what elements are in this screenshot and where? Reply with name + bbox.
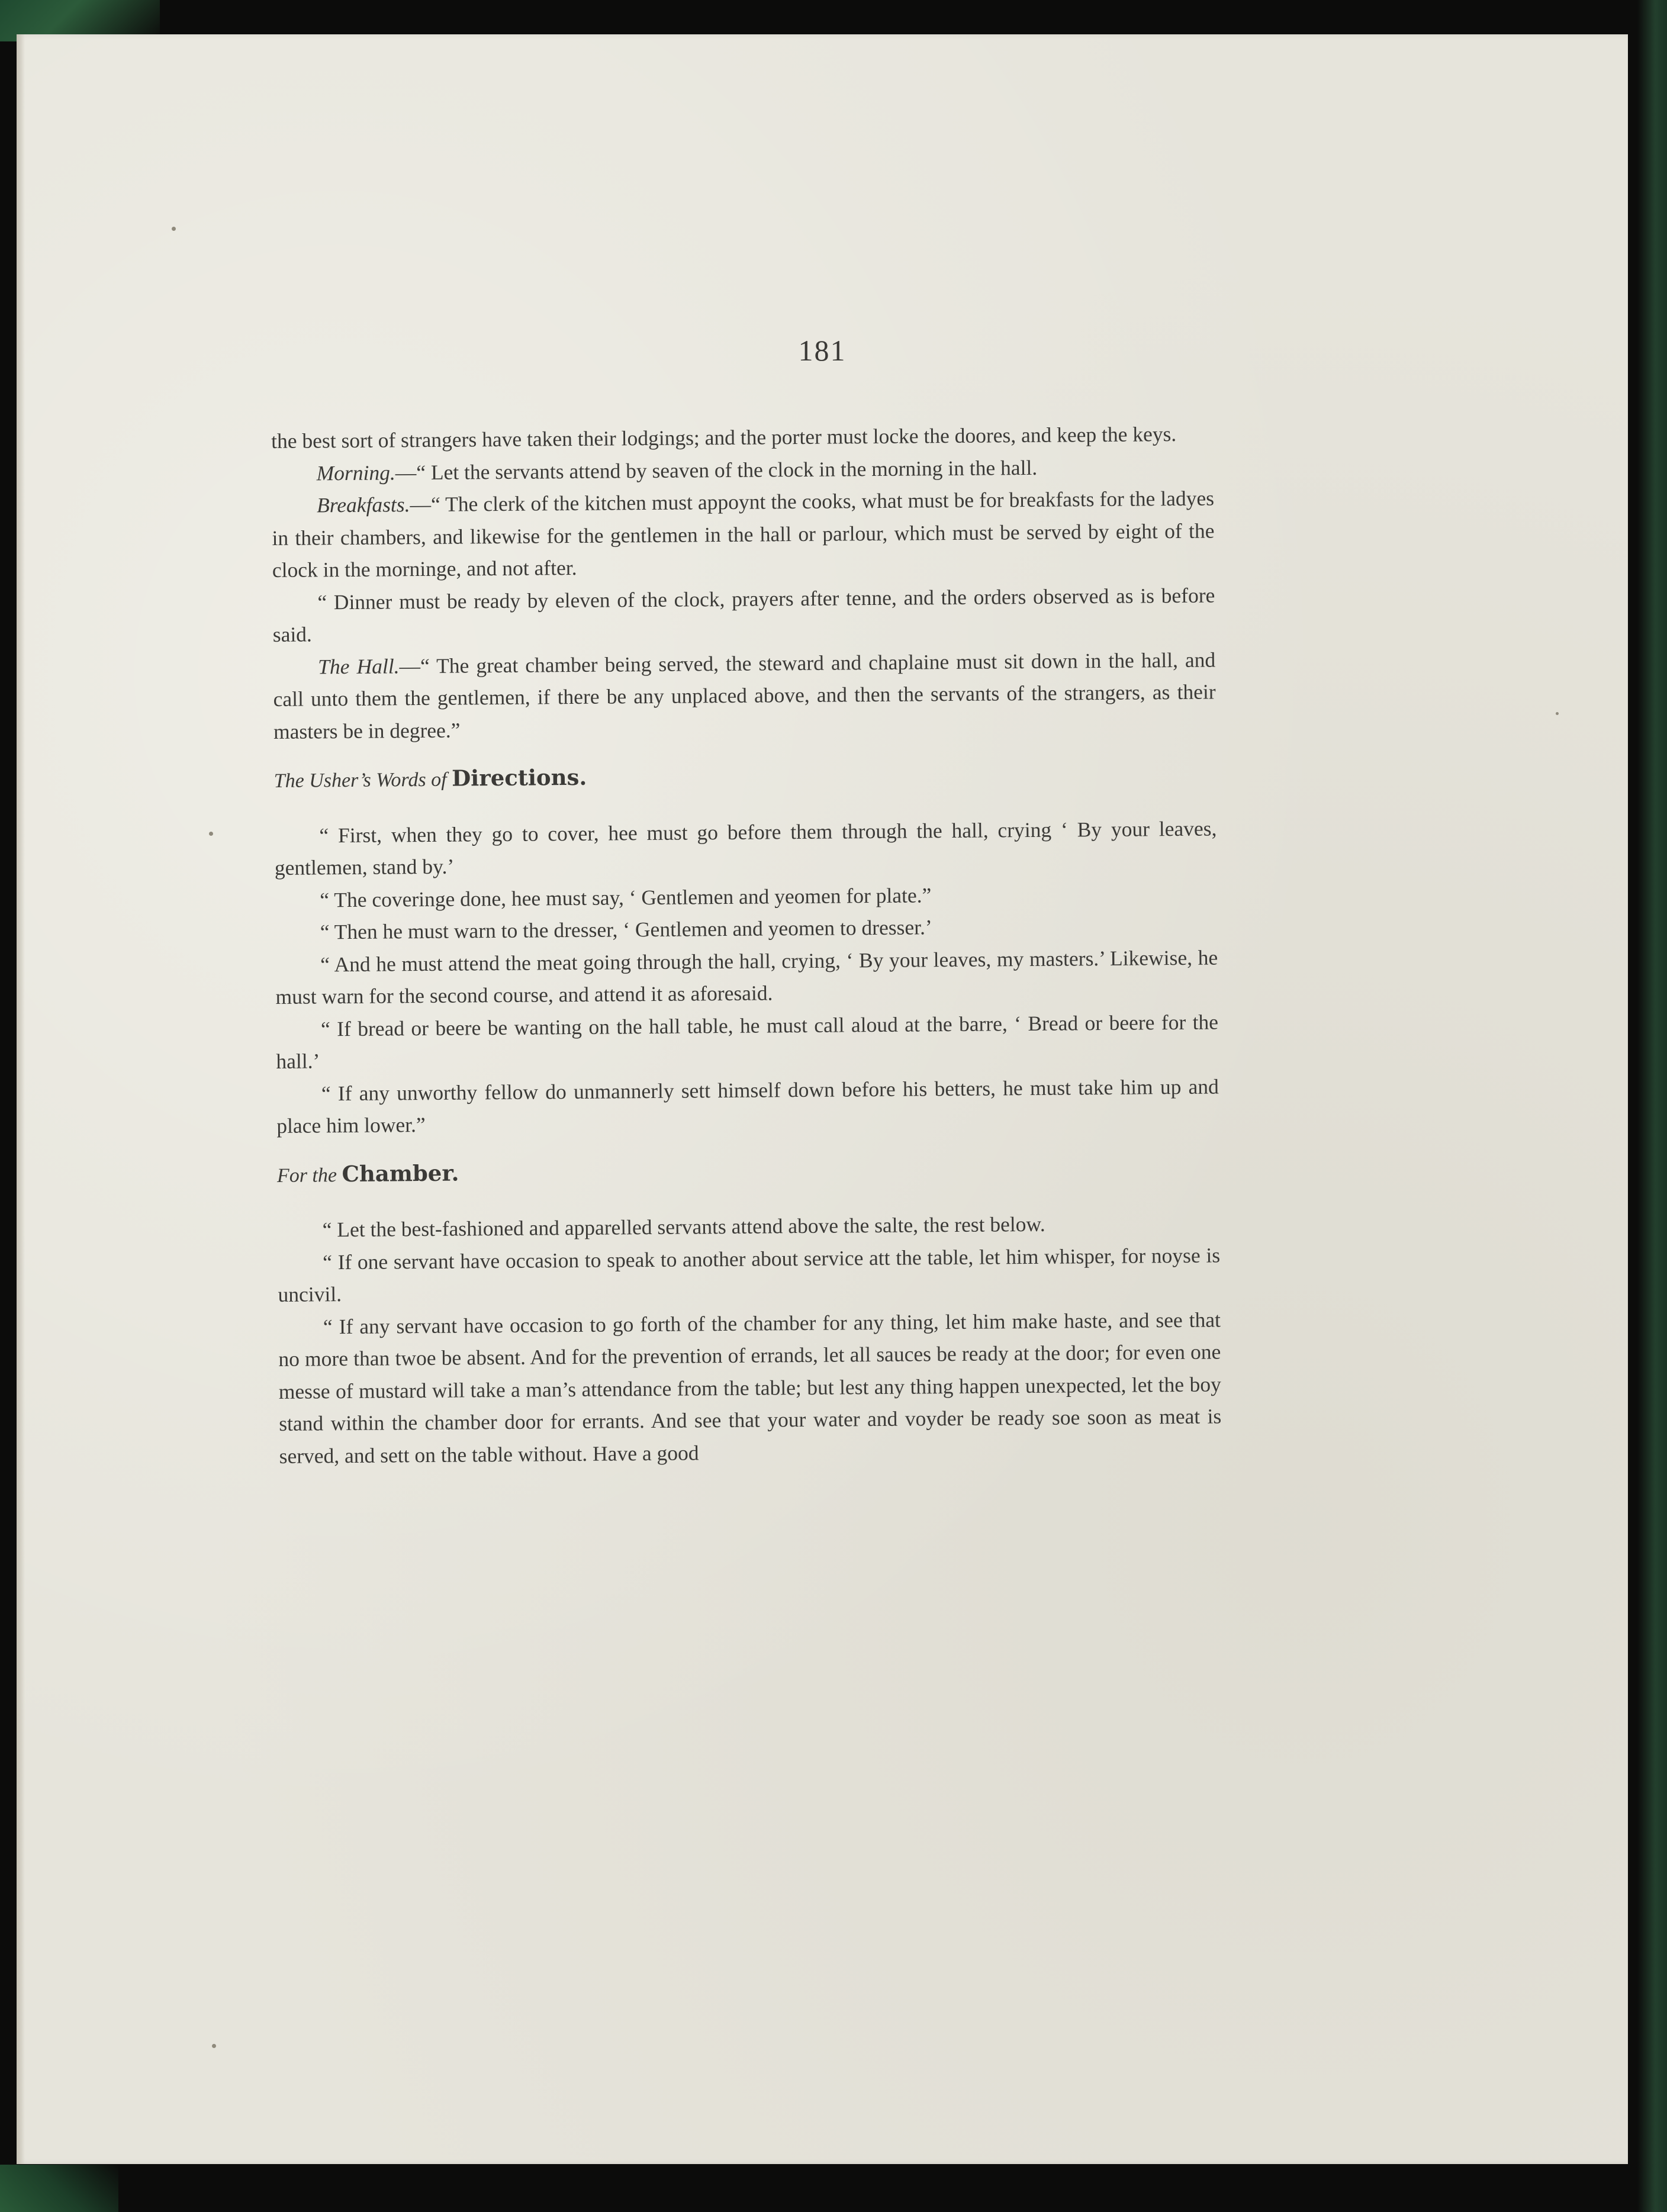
paper-speck: [172, 227, 176, 231]
paper-leaf: [17, 34, 1628, 2164]
body-text: [271, 417, 1222, 1472]
paragraph: “ First, when they go to cover, hee must go before them through the hall, crying ‘ By your leaves, gentlemen, stand by.’: [274, 816, 1217, 880]
paper-speck: [1556, 712, 1559, 715]
paragraph: “ If bread or beere be wanting on the hall table, he must call aloud at the barre, ‘ Bread or beere for the hall.’: [276, 1009, 1219, 1073]
paragraph: “ If one servant have occasion to speak to another about service att the table, let him whisper, for noyse is uncivil.: [278, 1242, 1221, 1306]
section-heading-chamber: For the Chamber.: [276, 1160, 459, 1187]
binding-edge-bottom: [0, 2165, 118, 2212]
cover-edge-right: [1637, 0, 1667, 2212]
paragraph: “ The coveringe done, hee must say, ‘ Gentlemen and yeomen for plate.”: [320, 883, 932, 912]
paragraph: “ Then he must warn to the dresser, ‘ Gentlemen and yeomen to dresser.’: [320, 915, 932, 944]
section-heading-usher: The Usher’s Words of Directions.: [273, 764, 587, 792]
paragraph: “ If any unworthy fellow do unmannerly sett himself down before his betters, he must take him up and place him lower.”: [276, 1074, 1219, 1138]
paragraph: The Hall.—“ The great chamber being served, the steward and chaplaine must sit down in the hall, and call unto them the gentlemen, if there be any unplaced above, and then the servants of the strangers, as their masters be in degree.”: [273, 647, 1216, 743]
paragraph: “ Dinner must be ready by eleven of the clock, prayers after tenne, and the orders observed as is before said.: [272, 582, 1215, 646]
paper-speck: [209, 832, 213, 836]
page-number: 181: [798, 334, 847, 367]
paragraph: “ If any servant have occasion to go forth of the chamber for any thing, let him make haste, and see that no more than twoe be absent. And for the prevention of errands, let all sauces be ready at the door; for even one messe of mustard will take a man’s attendance from the table; but lest any thing happen unexpected, let the boy stand within the chamber door for errants. And see that your water and voyder be ready soe soon as meat is served, and sett on the table without. Have a good: [278, 1307, 1222, 1468]
paragraph: “ Let the best-fashioned and apparelled servants attend above the salte, the rest below.: [322, 1212, 1045, 1242]
paper-speck: [212, 2044, 216, 2048]
paragraph: Breakfasts.—“ The clerk of the kitchen must appoynt the cooks, what must be for breakfasts for the ladyes in their chambers, and likewise for the gentlemen in the hall or parlour, which must be served by eight of the clock in the morninge, and not after.: [272, 486, 1215, 582]
paragraph: Morning.—“ Let the servants attend by seaven of the clock in the morning in the hall.: [316, 455, 1038, 485]
paragraph: the best sort of strangers have taken their lodgings; and the porter must locke the doores, and keep the keys.: [271, 421, 1177, 453]
paragraph: “ And he must attend the meat going through the hall, crying, ‘ By your leaves, my masters.’ Likewise, he must warn for the second course, and attend it as aforesaid.: [275, 945, 1218, 1009]
